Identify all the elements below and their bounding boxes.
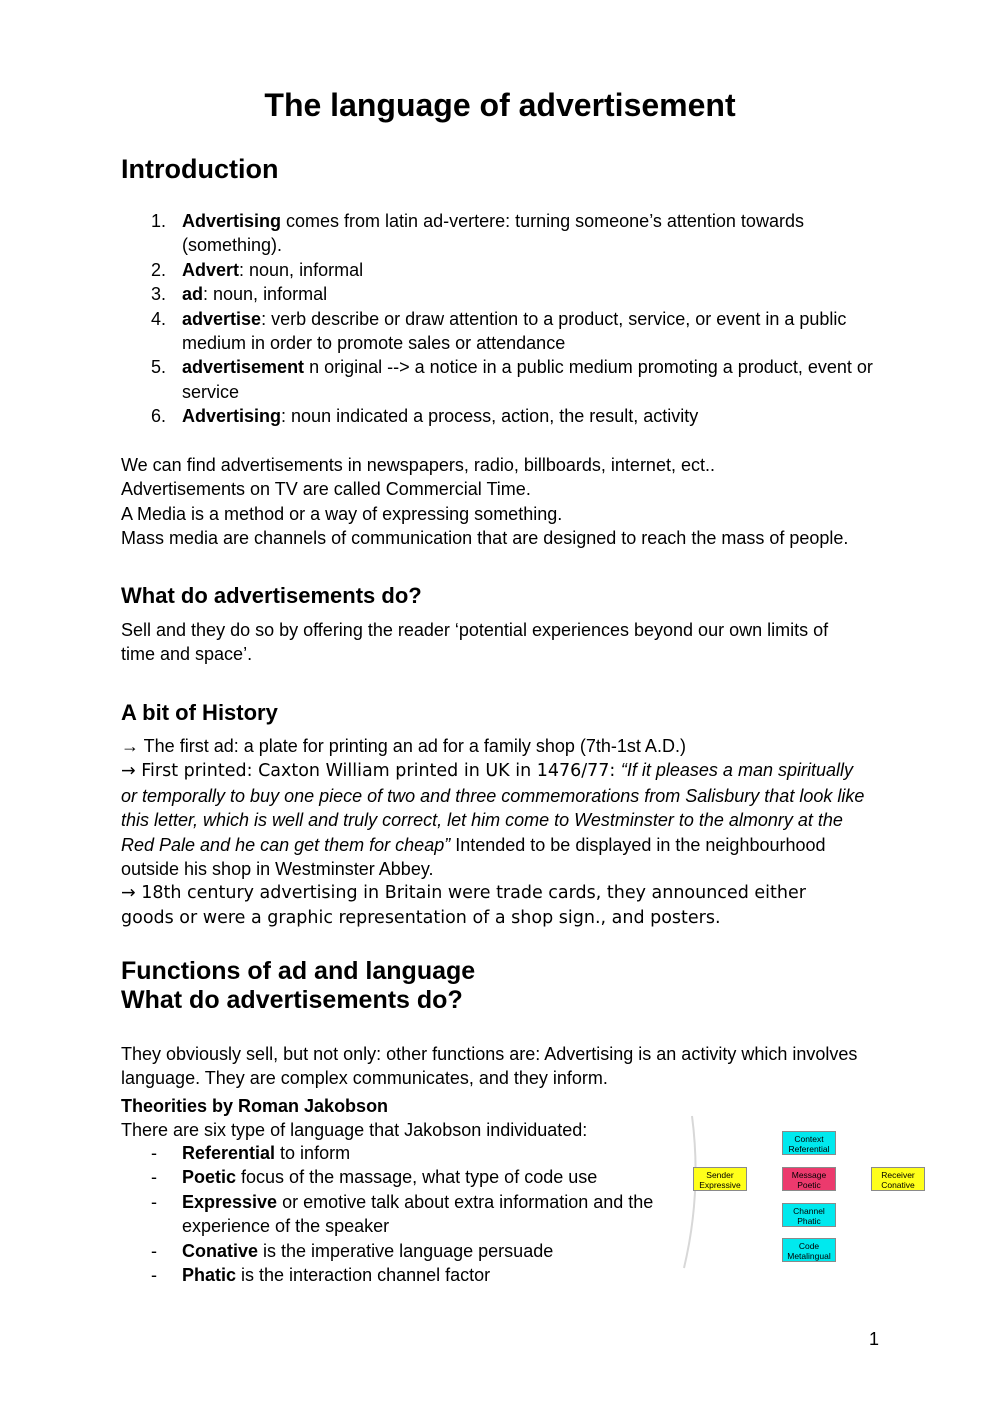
intro-paragraph: We can find advertisements in newspapers, radio, billboards, internet, ect.. Advertisements on TV are called Commercial Time. A Media is a method or a way of expressing something. Mass media are channels of communication that are designed to reach the mass of people. <box>121 455 849 549</box>
diagram-message-box: Message Poetic <box>782 1167 836 1191</box>
diagram-receiver-box: Receiver Conative <box>871 1167 925 1191</box>
list-item-term: Referential <box>182 1143 276 1163</box>
page-number: 1 <box>868 1329 879 1349</box>
heading-functions: Functions of ad and language <box>121 957 476 985</box>
list-item-term: Advert <box>182 259 240 280</box>
list-item: 5. advertisement n original --> a notice in a public medium promoting a product, event or service <box>151 357 873 402</box>
definitions-list <box>121 209 881 429</box>
list-item-term: Expressive <box>182 1191 278 1212</box>
theories-intro: There are six type of language that Jakobson individuated: <box>121 1120 588 1140</box>
what-do-paragraph: Sell and they do so by offering the reader ‘potential experiences beyond our own limits of time and space’. <box>121 620 829 665</box>
diagram-sender-box: Sender Expressive <box>693 1167 747 1191</box>
heading-history: A bit of History <box>121 700 278 725</box>
caxton-quote: “If it pleases a man spiritually or temporally to buy one piece of two and three commemorations from Salisbury that look like this letter, which is well and truly correct, let him come to Westminster to the almonry at the Red Pale and he can get them for cheap” <box>121 760 865 855</box>
list-item: - Referential to inform <box>151 1143 351 1163</box>
theories-heading: Theorities by Roman Jakobson <box>121 1096 389 1116</box>
list-item: 6. Advertising: noun indicated a process, action, the result, activity <box>151 406 699 427</box>
list-item: 2. Advert: noun, informal <box>151 259 364 280</box>
list-item: - Conative is the imperative language persuade <box>151 1240 554 1261</box>
list-item: - Poetic focus of the massage, what type of code use <box>151 1167 598 1188</box>
list-item-term: advertise <box>182 308 262 329</box>
list-item-term: Advertising <box>182 406 282 427</box>
heading-what-do-ads-do-2: What do advertisements do? <box>121 986 463 1014</box>
diagram-divider-curve <box>678 1112 708 1272</box>
list-item-term: Phatic <box>182 1265 237 1286</box>
heading-introduction: Introduction <box>121 154 279 184</box>
diagram-channel-box: Channel Phatic <box>782 1203 836 1227</box>
history-paragraph: → The first ad: a plate for printing an ad for a family shop (7th-1st A.D.) → First printed: Caxton William printed in UK in 1476/77: “If it pleases a man spiritually or temporally to buy one piece of two and three commemorations from Salisbury that look like this letter, which is well and truly correct, let him come to Westminster to the almonry at the Red Pale and he can get them for cheap” Intended to be displayed in the neighbourhood outside his shop in Westminster Abbey. → 18th century advertising in Britain were trade cards, they announced either goods or were a graphic representation of a shop sign., and posters. <box>121 736 865 928</box>
jakobson-functions-list <box>121 1141 681 1287</box>
list-item: - Phatic is the interaction channel factor <box>151 1265 491 1286</box>
diagram-context-box: Context Referential <box>782 1131 836 1155</box>
list-item-term: Conative <box>182 1240 259 1261</box>
diagram-code-box: Code Metalingual <box>782 1238 836 1262</box>
list-item: 1. Advertising comes from latin ad-vertere: turning someone’s attention towards (something). <box>151 211 804 256</box>
list-item: 4. advertise: verb describe or draw attention to a product, service, or event in a public medium in order to promote sales or attendance <box>151 308 847 354</box>
list-item-term: ad <box>182 284 204 305</box>
list-item: 3. ad: noun, informal <box>151 284 328 305</box>
list-item-term: advertisement <box>182 357 305 378</box>
functions-paragraph: They obviously sell, but not only: other functions are: Advertising is an activity which involves language. They are complex communicates, and they inform. <box>121 1044 858 1089</box>
heading-what-do-ads-do: What do advertisements do? <box>121 583 422 608</box>
list-item-term: Poetic <box>182 1167 237 1188</box>
list-item: - Expressive or emotive talk about extra information and the experience of the speaker <box>151 1191 654 1237</box>
page-title: The language of advertisement <box>264 87 736 123</box>
list-item-term: Advertising <box>182 211 282 231</box>
